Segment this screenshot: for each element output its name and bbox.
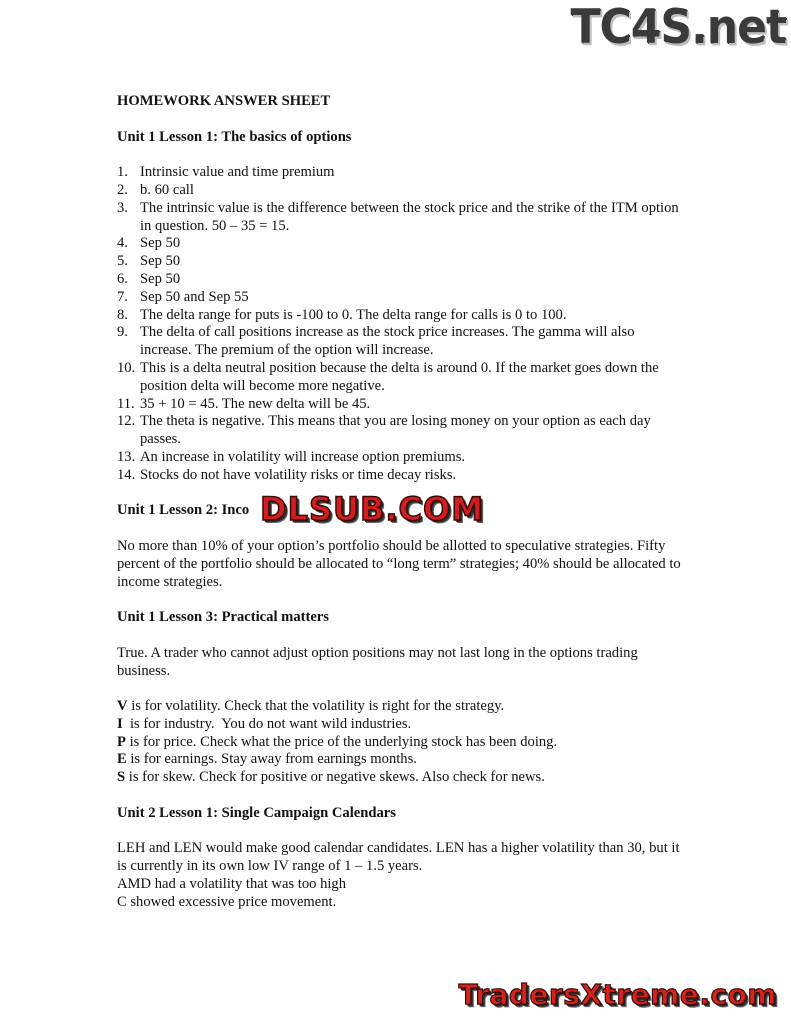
paragraph-u1l3: True. A trader who cannot adjust option positions may not last long in the options trading business. bbox=[117, 644, 638, 679]
section-heading-u2l1: Unit 2 Lesson 1: Single Campaign Calendars bbox=[117, 804, 396, 821]
vipes-text: is for earnings. Stay away from earnings months. bbox=[126, 751, 417, 768]
paragraph-u2l1-line: AMD had a volatility that was too high bbox=[117, 876, 347, 893]
list-item bbox=[117, 200, 687, 236]
item-number: 12. bbox=[117, 413, 136, 430]
vipes-line bbox=[117, 698, 687, 716]
item-text: Stocks do not have volatility risks or time decay risks. bbox=[140, 466, 457, 483]
vipes-text: is for industry. You do not want wild industries. bbox=[122, 715, 412, 732]
list-item bbox=[117, 253, 687, 271]
item-text: Sep 50 bbox=[140, 253, 181, 270]
list-item bbox=[117, 467, 687, 485]
vipes-letter: E bbox=[117, 751, 127, 768]
item-number: 14. bbox=[117, 466, 136, 483]
paragraph-u2l1-line: C showed excessive price movement. bbox=[117, 893, 337, 910]
paragraph-u2l1-line: LEH and LEN would make good calendar candidates. LEN has a higher volatility than 30, but it is currently in its own low IV range of 1 – 1.5 years. bbox=[117, 840, 680, 875]
section-heading-u1l1: Unit 1 Lesson 1: The basics of options bbox=[117, 128, 352, 145]
vipes-checklist bbox=[117, 698, 687, 787]
answer-sheet bbox=[117, 93, 687, 912]
item-number: 3. bbox=[117, 199, 128, 216]
item-text: Intrinsic value and time premium bbox=[140, 164, 335, 181]
page-title: HOMEWORK ANSWER SHEET bbox=[117, 93, 331, 109]
item-text: An increase in volatility will increase option premiums. bbox=[140, 448, 466, 465]
list-item bbox=[117, 289, 687, 307]
vipes-line bbox=[117, 751, 687, 769]
list-item bbox=[117, 396, 687, 414]
item-text: The delta of call positions increase as the stock price increases. The gamma will also increase. The premium of the option will increase. bbox=[140, 324, 635, 359]
list-item bbox=[117, 271, 687, 289]
item-text: 35 + 10 = 45. The new delta will be 45. bbox=[140, 395, 371, 412]
item-number: 5. bbox=[117, 253, 128, 270]
item-number: 11. bbox=[117, 395, 135, 412]
list-item bbox=[117, 235, 687, 253]
item-text: Sep 50 bbox=[140, 270, 181, 287]
item-text: Sep 50 and Sep 55 bbox=[140, 288, 249, 305]
section-heading-u1l2: Unit 1 Lesson 2: Inco bbox=[117, 502, 250, 519]
watermark-dlsub: DLSUB.COM bbox=[260, 490, 485, 528]
answer-list-u1l1 bbox=[117, 164, 687, 484]
list-item bbox=[117, 449, 687, 467]
vipes-text: is for price. Check what the price of the underlying stock has been doing. bbox=[125, 733, 558, 750]
list-item bbox=[117, 182, 687, 200]
watermark-tc4s: TC4S.net bbox=[570, 0, 786, 56]
vipes-text: is for volatility. Check that the volatility is right for the strategy. bbox=[127, 698, 505, 715]
item-text: The intrinsic value is the difference between the stock price and the strike of the ITM option in question. 50 – 35 = 15. bbox=[140, 199, 679, 234]
vipes-letter: S bbox=[117, 769, 126, 786]
vipes-line bbox=[117, 734, 687, 752]
item-text: b. 60 call bbox=[140, 181, 194, 198]
list-item bbox=[117, 164, 687, 182]
item-number: 1. bbox=[117, 164, 128, 181]
vipes-line bbox=[117, 716, 687, 734]
vipes-letter: P bbox=[117, 733, 126, 750]
item-number: 10. bbox=[117, 359, 136, 376]
item-text: The delta range for puts is -100 to 0. The delta range for calls is 0 to 100. bbox=[140, 306, 567, 323]
vipes-line bbox=[117, 769, 687, 787]
vipes-text: is for skew. Check for positive or negative skews. Also check for news. bbox=[125, 769, 545, 786]
list-item bbox=[117, 360, 687, 396]
paragraph-u1l2: No more than 10% of your option’s portfolio should be allotted to speculative strategies. Fifty percent of the portfolio should be allocated to “long term” strategies; 40% should be allocated to income strategies. bbox=[117, 537, 681, 590]
item-text: This is a delta neutral position because the delta is around 0. If the market goes down the position delta will become more negative. bbox=[140, 359, 659, 394]
item-text: The theta is negative. This means that you are losing money on your option as each day passes. bbox=[140, 413, 651, 448]
item-number: 7. bbox=[117, 288, 128, 305]
list-item bbox=[117, 307, 687, 325]
list-item bbox=[117, 413, 687, 449]
item-number: 4. bbox=[117, 235, 128, 252]
item-text: Sep 50 bbox=[140, 235, 181, 252]
item-number: 13. bbox=[117, 448, 136, 465]
item-number: 2. bbox=[117, 181, 128, 198]
list-item bbox=[117, 324, 687, 360]
section-heading-u1l3: Unit 1 Lesson 3: Practical matters bbox=[117, 609, 329, 626]
vipes-letter: I bbox=[117, 715, 123, 732]
item-number: 9. bbox=[117, 324, 128, 341]
item-number: 8. bbox=[117, 306, 128, 323]
watermark-tradersxtreme: TradersXtreme.com bbox=[458, 978, 777, 1011]
vipes-letter: V bbox=[117, 698, 128, 715]
item-number: 6. bbox=[117, 270, 128, 287]
